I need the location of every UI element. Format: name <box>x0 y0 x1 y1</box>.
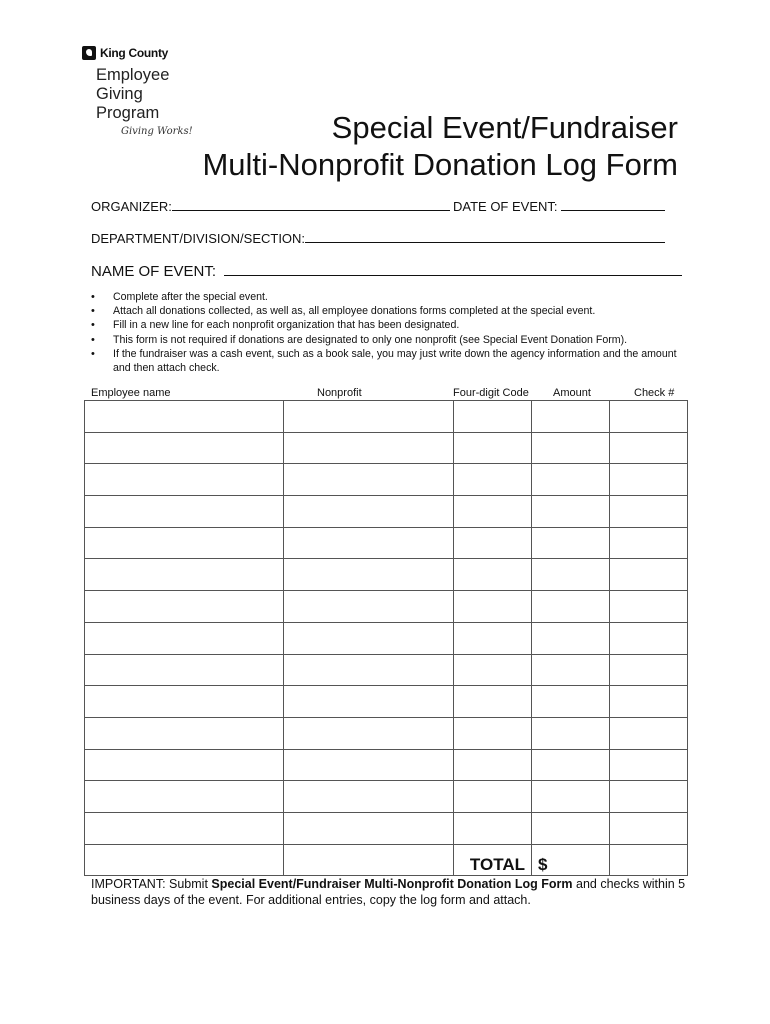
form-title-line2: Multi-Nonprofit Donation Log Form <box>202 147 678 182</box>
department-input-line[interactable] <box>305 241 665 243</box>
table-cell[interactable] <box>85 559 284 591</box>
column-header-employee-name: Employee name <box>91 387 171 399</box>
king-county-crown-icon <box>82 46 96 60</box>
important-note-prefix: IMPORTANT: Submit <box>91 877 212 891</box>
table-cell[interactable] <box>454 496 532 528</box>
table-cell[interactable] <box>85 749 284 781</box>
table-cell[interactable] <box>532 717 610 749</box>
date-field <box>453 199 665 214</box>
event-name-field <box>91 263 682 280</box>
table-cell[interactable] <box>610 749 688 781</box>
important-note <box>91 877 691 908</box>
department-label: DEPARTMENT/DIVISION/SECTION: <box>91 231 306 246</box>
table-cell[interactable] <box>454 432 532 464</box>
total-row <box>85 844 688 876</box>
table-cell[interactable] <box>532 686 610 718</box>
instruction-item: • Complete after the special event. <box>91 290 691 304</box>
table-cell[interactable] <box>532 654 610 686</box>
instruction-item: • Attach all donations collected, as well as, all employee donations forms completed at the special event. <box>91 304 691 318</box>
table-cell[interactable] <box>85 781 284 813</box>
table-cell[interactable] <box>284 401 454 433</box>
table-cell[interactable] <box>532 781 610 813</box>
table-cell[interactable] <box>284 496 454 528</box>
table-cell[interactable] <box>284 559 454 591</box>
table-cell[interactable] <box>85 527 284 559</box>
table-cell[interactable] <box>610 844 688 876</box>
table-cell[interactable] <box>284 781 454 813</box>
table-cell[interactable] <box>284 686 454 718</box>
table-cell[interactable] <box>454 717 532 749</box>
table-cell[interactable] <box>284 717 454 749</box>
instruction-item: • Fill in a new line for each nonprofit organization that has been designated. <box>91 318 691 332</box>
table-cell[interactable] <box>454 559 532 591</box>
table-row <box>85 781 688 813</box>
table-cell[interactable] <box>610 686 688 718</box>
table-cell[interactable] <box>284 432 454 464</box>
table-cell[interactable] <box>85 812 284 844</box>
table-cell[interactable] <box>85 622 284 654</box>
date-input-line[interactable] <box>561 209 665 211</box>
table-cell[interactable] <box>85 464 284 496</box>
event-name-label: NAME OF EVENT: <box>91 263 217 280</box>
column-header-four-digit-code: Four-digit Code <box>453 387 529 399</box>
donation-log-table <box>84 400 688 876</box>
event-name-input-line[interactable] <box>224 274 682 276</box>
organizer-input-line[interactable] <box>172 209 450 211</box>
table-row <box>85 749 688 781</box>
column-header-nonprofit: Nonprofit <box>317 387 362 399</box>
table-row <box>85 812 688 844</box>
table-cell[interactable] <box>610 527 688 559</box>
table-cell[interactable] <box>85 591 284 623</box>
table-cell[interactable] <box>454 654 532 686</box>
table-row <box>85 401 688 433</box>
table-cell[interactable] <box>610 622 688 654</box>
table-cell[interactable] <box>284 654 454 686</box>
table-cell[interactable] <box>610 717 688 749</box>
table-row <box>85 654 688 686</box>
logo-tagline: Giving Works! <box>121 126 193 137</box>
table-cell[interactable] <box>532 622 610 654</box>
organizer-field <box>91 199 450 214</box>
table-cell[interactable] <box>284 749 454 781</box>
table-cell[interactable] <box>610 654 688 686</box>
table-cell[interactable] <box>454 527 532 559</box>
table-cell[interactable] <box>85 844 284 876</box>
instruction-item: • This form is not required if donations are designated to only one nonprofit (see Special Event Donation Form). <box>91 333 691 347</box>
table-row <box>85 527 688 559</box>
department-field <box>91 231 665 246</box>
logo-org-name: King County <box>100 46 169 60</box>
table-cell[interactable] <box>85 496 284 528</box>
logo-program-name: Employee Giving Program <box>96 66 170 122</box>
table-cell[interactable] <box>85 432 284 464</box>
table-cell[interactable] <box>85 401 284 433</box>
table-cell[interactable] <box>284 812 454 844</box>
column-header-amount: Amount <box>553 387 591 399</box>
table-cell[interactable] <box>610 401 688 433</box>
table-row <box>85 559 688 591</box>
table-cell[interactable] <box>284 844 454 876</box>
table-cell[interactable] <box>454 686 532 718</box>
table-cell[interactable] <box>610 591 688 623</box>
total-amount-cell[interactable]: $ <box>532 844 610 876</box>
table-cell[interactable] <box>454 781 532 813</box>
table-cell[interactable] <box>532 496 610 528</box>
table-cell[interactable] <box>532 464 610 496</box>
table-cell[interactable] <box>610 496 688 528</box>
table-cell[interactable] <box>532 559 610 591</box>
table-cell[interactable] <box>454 622 532 654</box>
table-cell[interactable] <box>85 686 284 718</box>
total-label: TOTAL <box>454 844 532 876</box>
table-row <box>85 432 688 464</box>
table-cell[interactable] <box>284 527 454 559</box>
organizer-label: ORGANIZER: <box>91 199 172 214</box>
instructions-list <box>91 290 691 375</box>
table-cell[interactable] <box>454 749 532 781</box>
table-cell[interactable] <box>284 622 454 654</box>
table-cell[interactable] <box>610 559 688 591</box>
date-label: DATE OF EVENT: <box>453 199 558 214</box>
table-cell[interactable] <box>532 401 610 433</box>
important-note-form-name: Special Event/Fundraiser Multi-Nonprofit Donation Log Form <box>211 877 573 891</box>
table-cell[interactable] <box>284 464 454 496</box>
table-cell[interactable] <box>610 781 688 813</box>
table-cell[interactable] <box>85 654 284 686</box>
table-cell[interactable] <box>532 432 610 464</box>
table-row <box>85 496 688 528</box>
table-cell[interactable] <box>532 527 610 559</box>
table-cell[interactable] <box>454 464 532 496</box>
table-row <box>85 464 688 496</box>
table-row <box>85 717 688 749</box>
table-cell[interactable] <box>532 812 610 844</box>
table-cell[interactable] <box>85 717 284 749</box>
table-cell[interactable] <box>532 591 610 623</box>
table-cell[interactable] <box>610 464 688 496</box>
table-cell[interactable] <box>532 749 610 781</box>
table-cell[interactable] <box>284 591 454 623</box>
table-cell[interactable] <box>454 591 532 623</box>
important-note-suffix: and checks within 5 business days of the event. For additional entries, copy the log form and attach. <box>91 877 686 907</box>
king-county-logo <box>80 42 200 142</box>
table-row <box>85 686 688 718</box>
table-cell[interactable] <box>454 401 532 433</box>
instruction-item: • If the fundraiser was a cash event, such as a book sale, you may just write down the agency information and the amount and then attach check. <box>91 347 691 375</box>
table-cell[interactable] <box>610 432 688 464</box>
table-cell[interactable] <box>454 812 532 844</box>
column-header-check-number: Check # <box>634 387 675 399</box>
form-title-line1: Special Event/Fundraiser <box>331 110 678 145</box>
table-row <box>85 591 688 623</box>
table-cell[interactable] <box>610 812 688 844</box>
table-row <box>85 622 688 654</box>
